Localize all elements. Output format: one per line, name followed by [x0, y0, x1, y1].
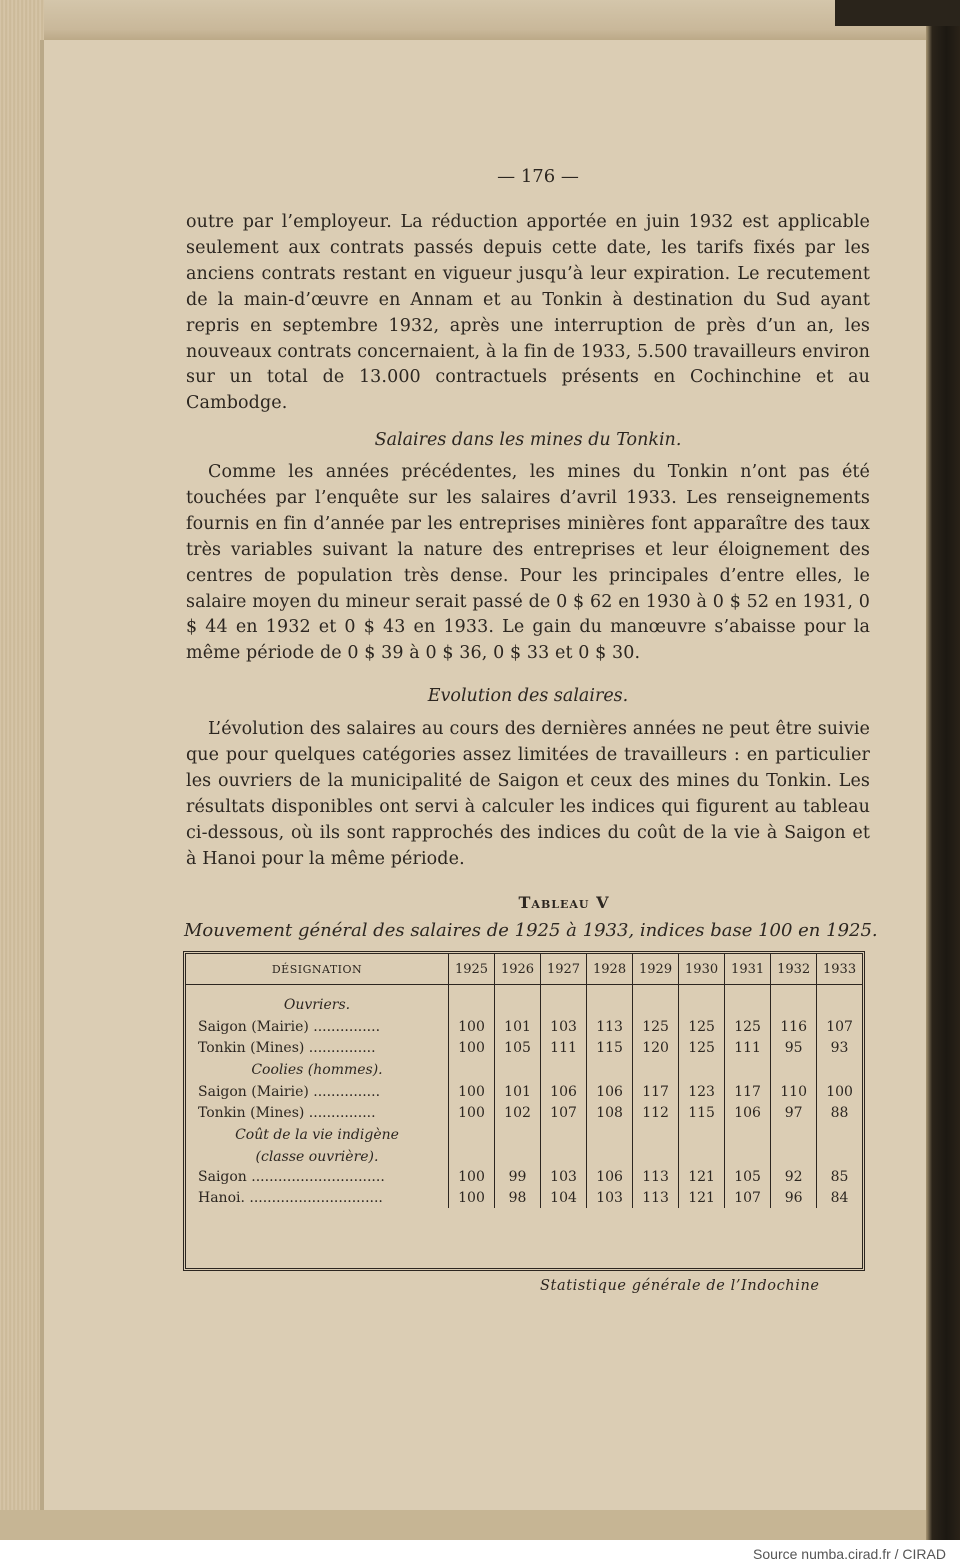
table-caption: Mouvement général des salaires de 1925 à 1933, indices base 100 en 1925. [184, 920, 878, 941]
row-label: Saigon (Mairie) ............... [198, 1019, 381, 1036]
cell: 121 [679, 1167, 725, 1188]
header-year: 1927 [541, 954, 587, 985]
cell: 113 [633, 1167, 679, 1188]
cell: 106 [587, 1167, 633, 1188]
book-cover-corner [835, 0, 960, 26]
row-label: Saigon .............................. [198, 1169, 385, 1186]
cell: 125 [633, 1017, 679, 1038]
paragraph-mines: Comme les années précédentes, les mines du Tonkin n’ont pas été touchées par l’enquête sur les salaires d’avril 1933. Les renseignements fournis en fin d’année par les entreprises minières font apparaître des taux très variables suivant la nature des entreprises et leur éloignement des centres de population très dense. Pour les principales d’entre elles, le salaire moyen du mineur serait passé de 0 $ 62 en 1930 à 0 $ 52 en 1931, 0 $ 44 en 1932 et 0 $ 43 en 1933. Le gain du manœuvre s’abaisse pour la même période de 0 $ 39 à 0 $ 36, 0 $ 33 et 0 $ 30. [186, 462, 870, 664]
header-year: 1926 [495, 954, 541, 985]
header-year: 1931 [725, 954, 771, 985]
table-title: Tableau V [518, 893, 610, 912]
cell: 103 [541, 1167, 587, 1188]
table-row [186, 1167, 862, 1188]
book-fore-edge [0, 0, 44, 1540]
cell: 100 [449, 1188, 495, 1209]
table-header-row [186, 954, 862, 985]
header-year: 1929 [633, 954, 679, 985]
cell: 111 [541, 1038, 587, 1059]
cell: 115 [679, 1103, 725, 1124]
heading-salary-evolution: Evolution des salaires. [427, 686, 629, 706]
table-row [186, 1082, 862, 1103]
cell: 110 [771, 1082, 817, 1103]
header-year: 1925 [449, 954, 495, 985]
cell: 106 [725, 1103, 771, 1124]
row-label: Tonkin (Mines) ............... [198, 1104, 376, 1121]
cell: 95 [771, 1038, 817, 1059]
header-year: 1932 [771, 954, 817, 985]
group-title-row [186, 1123, 862, 1147]
cell: 106 [541, 1082, 587, 1103]
book-bottom-edge [0, 1510, 926, 1540]
group-title: Coolies (hommes). [251, 1062, 383, 1078]
cell: 84 [817, 1188, 862, 1209]
cell: 100 [449, 1082, 495, 1103]
cell: 98 [495, 1188, 541, 1209]
cell: 103 [587, 1188, 633, 1209]
group-subtitle: (classe ouvrière). [255, 1149, 379, 1165]
group-subtitle-row [186, 1147, 862, 1167]
cell: 125 [679, 1017, 725, 1038]
cell: 104 [541, 1188, 587, 1209]
row-label: Saigon (Mairie) ............... [198, 1084, 381, 1101]
group-title: Coût de la vie indigène [235, 1127, 399, 1143]
cell: 117 [633, 1082, 679, 1103]
cell: 113 [633, 1188, 679, 1209]
cell: 97 [771, 1103, 817, 1124]
cell: 125 [679, 1038, 725, 1059]
image-credit: Source numba.cirad.fr / CIRAD [753, 1546, 946, 1562]
cell: 101 [495, 1017, 541, 1038]
group-title: Ouvriers. [283, 997, 351, 1013]
book-cover-edge [926, 0, 960, 1540]
header-year: 1933 [817, 954, 862, 985]
cell: 93 [817, 1038, 862, 1059]
row-label: Hanoi. .............................. [198, 1189, 383, 1206]
book-top-edge [0, 0, 960, 42]
paragraph-contracts: outre par l’employeur. La réduction apportée en juin 1932 est applicable seulement aux contrats passés depuis cette date, les tarifs fixés par les anciens contrats restant en vigueur jusqu’à leur expiration. Le recutement de la main-d’œuvre en Annam et au Tonkin à destination du Sud ayant repris en septembre 1932, après une interruption de près d’un an, les nouveaux contrats concernaient, à la fin de 1933, 5.500 travailleurs environ sur un total de 13.000 contractuels présents en Cochinchine et au Cambodge. [186, 212, 870, 414]
cell: 101 [495, 1082, 541, 1103]
group-title-row [186, 993, 862, 1017]
cell: 121 [679, 1188, 725, 1209]
cell: 103 [541, 1017, 587, 1038]
cell: 88 [817, 1103, 862, 1124]
cell: 106 [587, 1082, 633, 1103]
cell: 115 [587, 1038, 633, 1059]
heading-mines-salaries: Salaires dans les mines du Tonkin. [374, 430, 682, 450]
cell: 100 [449, 1103, 495, 1124]
table-source: Statistique générale de l’Indochine [540, 1278, 820, 1294]
cell: 102 [495, 1103, 541, 1124]
page-number: — 176 — [497, 166, 579, 187]
cell: 100 [449, 1038, 495, 1059]
header-year: 1930 [679, 954, 725, 985]
table-row [186, 1103, 862, 1124]
cell: 105 [495, 1038, 541, 1059]
cell: 116 [771, 1017, 817, 1038]
cell: 108 [587, 1103, 633, 1124]
cell: 100 [449, 1017, 495, 1038]
cell: 107 [817, 1017, 862, 1038]
row-label: Tonkin (Mines) ............... [198, 1039, 376, 1056]
cell: 112 [633, 1103, 679, 1124]
table-row [186, 1017, 862, 1038]
cell: 117 [725, 1082, 771, 1103]
cell: 107 [541, 1103, 587, 1124]
cell: 99 [495, 1167, 541, 1188]
header-designation: DÉSIGNATION [186, 954, 449, 985]
cell: 105 [725, 1167, 771, 1188]
cell: 111 [725, 1038, 771, 1059]
cell: 120 [633, 1038, 679, 1059]
cell: 113 [587, 1017, 633, 1038]
cell: 125 [725, 1017, 771, 1038]
header-year: 1928 [587, 954, 633, 985]
cell: 96 [771, 1188, 817, 1209]
cell: 107 [725, 1188, 771, 1209]
table-row [186, 1188, 862, 1209]
salary-index-table [183, 951, 865, 1271]
paragraph-evolution: L’évolution des salaires au cours des dernières années ne peut être suivie que pour quelques catégories assez limitées de travailleurs : en particulier les ouvriers de la municipalité de Saigon et ceux des mines du Tonkin. Les résultats disponibles ont servi à calculer les indices qui figurent au tableau ci-dessous, où ils sont rapprochés des indices du coût de la vie à Saigon et à Hanoi pour la même période. [186, 719, 870, 869]
group-title-row [186, 1058, 862, 1082]
cell: 123 [679, 1082, 725, 1103]
cell: 92 [771, 1167, 817, 1188]
cell: 85 [817, 1167, 862, 1188]
table-row [186, 1038, 862, 1059]
cell: 100 [817, 1082, 862, 1103]
cell: 100 [449, 1167, 495, 1188]
